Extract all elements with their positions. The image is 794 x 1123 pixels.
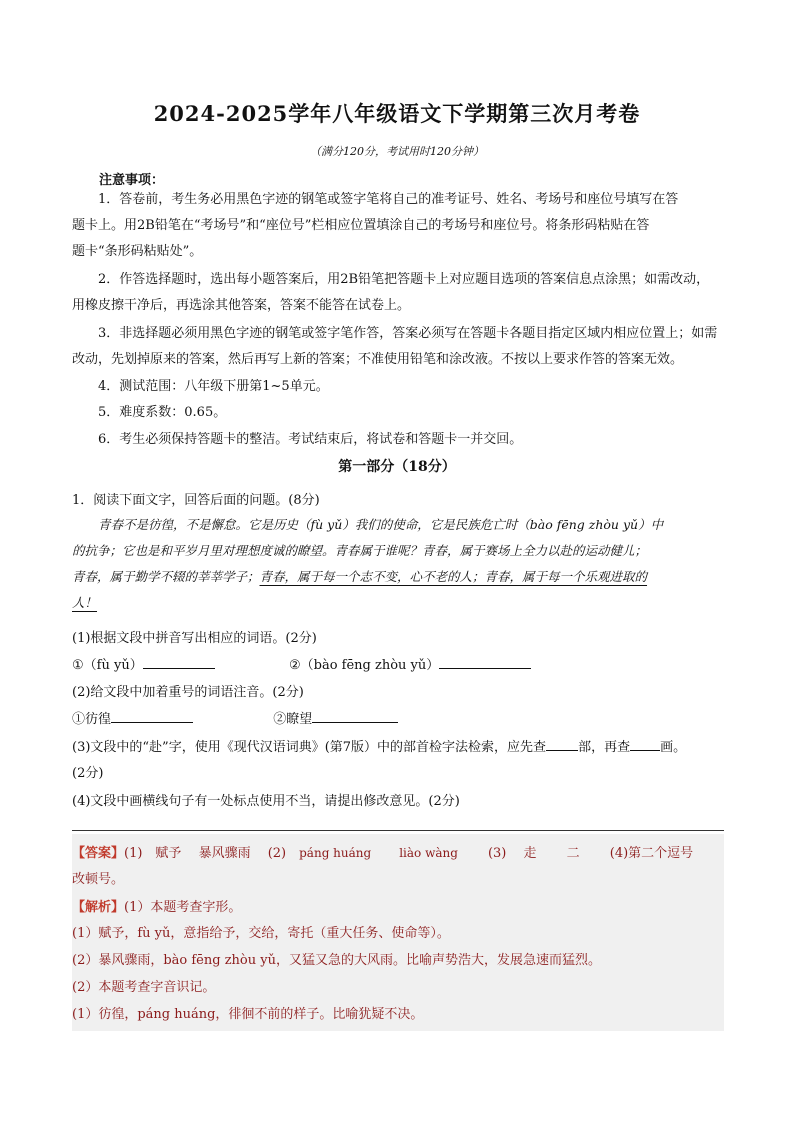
- sub-question-2-answers: [72, 708, 398, 727]
- sub-question-1-answers: [72, 654, 531, 673]
- passage-line-3-plain: 青春，属于勤学不辍的莘莘学子；: [72, 569, 260, 584]
- sub2-item-a: ①彷徨: [72, 712, 112, 727]
- answer-pinyin-2: liào wàng: [399, 846, 458, 860]
- answer-pinyin-1: páng huáng: [299, 846, 372, 860]
- divider-line: [72, 830, 724, 831]
- reading-passage: [72, 512, 724, 616]
- answer-part-a: (1) 赋予 暴风骤雨 (2): [124, 846, 300, 861]
- answer-blank[interactable]: [111, 710, 193, 723]
- note-4: [72, 374, 722, 400]
- analysis-line-1: [72, 896, 241, 915]
- sub-question-3: [72, 736, 686, 755]
- analysis-line-3: (2）暴风骤雨，bào fēng zhòu yǔ，又猛又急的大风雨。比喻声势浩大，发展急速而猛烈。: [72, 953, 601, 968]
- sub1-item-a: ①（fù yǔ）: [72, 658, 143, 673]
- passage-underlined-sentence: 青春，属于每一个志不变，心不老的人；青春，属于每一个乐观进取的: [259, 569, 648, 584]
- note-2-line-2: 用橡皮擦干净后，再选涂其他答案，答案不能答在试卷上。: [72, 298, 411, 313]
- notes-heading: 注意事项：: [99, 173, 165, 188]
- note-3-line-2: 改动，先划掉原来的答案，然后再写上新的答案；不准使用铅笔和涂改液。不按以上要求作答的答案无效。: [72, 352, 684, 367]
- sub-question-3-score: (2分): [72, 766, 104, 781]
- answer-line-2: 改顿号。: [72, 872, 125, 887]
- exam-title: 2024-2025学年八年级语文下学期第三次月考卷: [153, 101, 641, 126]
- analysis-text-1: (1）本题考查字形。: [124, 900, 242, 915]
- exam-subtitle: （满分120分，考试用时120分钟）: [310, 145, 484, 158]
- answer-blank[interactable]: [630, 738, 660, 751]
- answer-part-b: (3) 走 二 (4)第二个逗号: [487, 846, 694, 861]
- sub1-item-b: ②（bào fēng zhòu yǔ）: [288, 658, 440, 673]
- analysis-line-4: (2）本题考查字音识记。: [72, 980, 216, 995]
- answer-blank[interactable]: [143, 656, 215, 669]
- analysis-tag: 【解析】: [72, 900, 125, 915]
- sub-question-2: (2)给文段中加着重号的词语注音。(2分): [72, 685, 304, 700]
- sub-question-4: (4)文段中画横线句子有一处标点使用不当，请提出修改意见。(2分): [72, 794, 460, 809]
- passage-line-3: [72, 564, 724, 590]
- note-1: [72, 187, 722, 265]
- answer-blank[interactable]: [546, 738, 578, 751]
- analysis-line-5: (1）彷徨，páng huáng，徘徊不前的样子。比喻犹疑不决。: [72, 1007, 424, 1022]
- sub3-text-c: 画。: [660, 740, 687, 755]
- note-1-line-1: 1．答卷前，考生务必用黑色字迹的钢笔或签字笔将自己的准考证号、姓名、考场号和座位号填写在答: [98, 192, 679, 207]
- passage-line-2: 的抗争；它也是和平岁月里对理想度诚的瞭望。青春属于谁呢？青春，属于赛场上全力以赴的运动健儿；: [72, 543, 648, 558]
- note-6: [72, 427, 722, 453]
- sub3-text-a: (3)文段中的“赴”字，使用《现代汉语词典》(第7版）中的部首检字法检索，应先查: [72, 740, 547, 755]
- note-4-line: 4．测试范围：八年级下册第1~5单元。: [98, 379, 329, 394]
- note-5-line: 5．难度系数：0.65。: [98, 405, 227, 420]
- analysis-line-2: (1）赋予，fù yǔ，意指给予，交给，寄托（重大任务、使命等）。: [72, 926, 450, 941]
- sub3-text-b: 部，再查: [578, 740, 631, 755]
- answer-blank[interactable]: [439, 656, 531, 669]
- section-title: 第一部分（18分）: [338, 459, 456, 475]
- passage-line-4: 人！: [72, 595, 98, 610]
- note-3-line-1: 3．非选择题必须用黑色字迹的钢笔或签字笔作答，答案必须写在答题卡各题目指定区域内相应位置上；如需: [98, 326, 718, 341]
- answer-line-1: [72, 842, 693, 861]
- note-3: [72, 321, 722, 373]
- note-1-line-3: 题卡“条形码粘贴处”。: [72, 244, 203, 259]
- note-1-line-2: 题卡上。用2B铅笔在“考场号”和“座位号”栏相应位置填涂自己的考场号和座位号。将条形码粘贴在答: [72, 218, 650, 233]
- sub-question-1: (1)根据文段中拼音写出相应的词语。(2分): [72, 631, 317, 646]
- sub2-item-b: ②瞭望: [273, 712, 313, 727]
- answer-blank[interactable]: [312, 710, 398, 723]
- note-5: [72, 400, 722, 426]
- answer-tag: 【答案】: [72, 846, 125, 861]
- question-1-stem: 1．阅读下面文字，回答后面的问题。(8分): [72, 493, 320, 508]
- note-6-line: 6．考生必须保持答题卡的整洁。考试结束后，将试卷和答题卡一并交回。: [98, 432, 523, 447]
- passage-line-1: 青春不是彷徨，不是懈怠。它是历史（fù yǔ）我们的使命，它是民族危亡时（bào fēng zhòu yǔ）中: [98, 517, 664, 532]
- note-2: [72, 267, 722, 319]
- note-2-line-1: 2．作答选择题时，选出每小题答案后，用2B铅笔把答题卡上对应题目选项的答案信息点涂黑；如需改动，: [98, 272, 710, 287]
